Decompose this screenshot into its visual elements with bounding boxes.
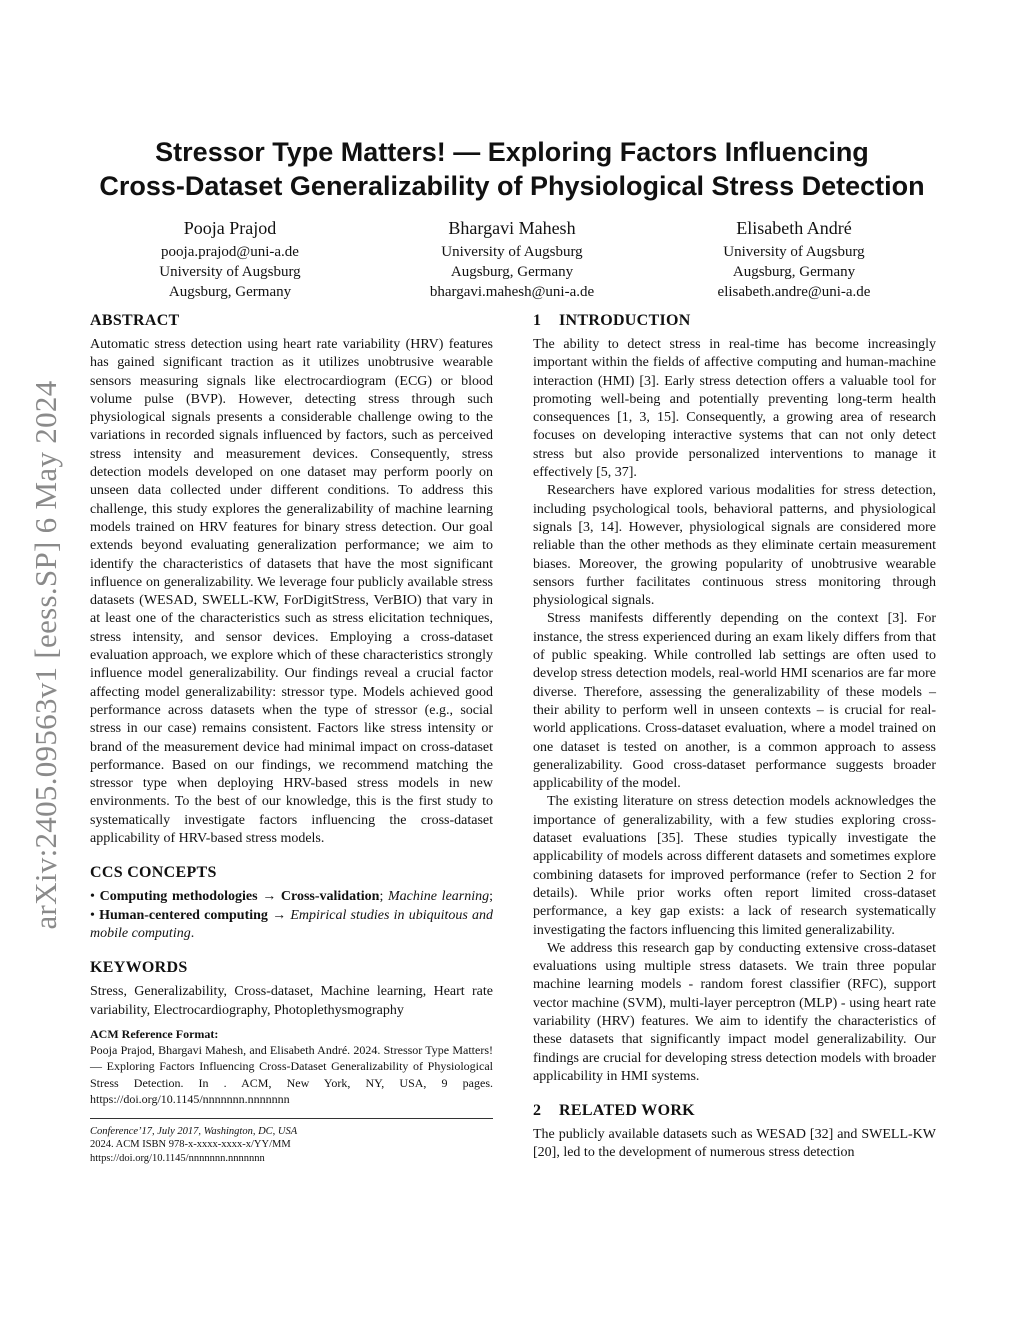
author-name: Pooja Prajod: [183, 218, 277, 238]
author-location: Augsburg, Germany: [732, 264, 856, 280]
author-location: Augsburg, Germany: [168, 284, 292, 300]
section-number: 1: [533, 312, 542, 329]
ccs-heading: CCS CONCEPTS: [90, 864, 217, 882]
section-title: INTRODUCTION: [559, 312, 691, 329]
author-name: Bhargavi Mahesh: [448, 218, 576, 238]
intro-paragraph-3: Stress manifests differently depending on the context [3]. For instance, the stress experienced during an exam likely differs from that of public speaking. While controlled lab settings are often used to develop stress detection models, real-world HMI scenarios are far more diverse. Therefore, assessing the generalizability of these models – their ability to perform well in unseen contexts – is crucial for real-world applications. Cross-dataset evaluation, where a model trained on one dataset is tested on another, is a common approach to assess generalizability. Good cross-dataset performance suggests broader applicability of the model.: [533, 611, 936, 792]
author-affiliation: University of Augsburg: [723, 244, 865, 260]
bullet: •: [90, 907, 100, 923]
footnote-divider: [90, 1118, 493, 1119]
introduction-heading: [533, 310, 936, 332]
keywords-heading: KEYWORDS: [90, 959, 188, 977]
ccs-item-cross-validation: Cross-validation: [280, 889, 380, 905]
related-work-heading: [533, 1100, 936, 1122]
footnote-conference: Conference’17, July 2017, Washington, DC, USA: [90, 1125, 298, 1137]
author-affiliation: University of Augsburg: [159, 264, 301, 280]
intro-paragraph-2: Researchers have explored various modalities for stress detection, including psychological tools, behavioral patterns, and physiological signals [3, 14]. However, physiological signals are considered more reliable than the other methods as they eliminate certain measurement biases. Moreover, the growing popularity of unobtrusive wearable sensors further facilitates continuous stress monitoring through physiological signals.: [533, 483, 936, 609]
arrow: →: [267, 907, 291, 923]
intro-paragraph-1: The ability to detect stress in real-time has become increasingly important within the fields of affective computing and human-machine interaction (HMI) [3]. Early stress detection offers a valuable tool for promoting well-being and potentially preventing long-term health consequences [1, 3, 15]. Consequently, a growing area of research focuses on developing interactive systems that can not only detect stress but also provide personalized interventions to manage it effectively [5, 37].: [533, 337, 936, 481]
right-column: [533, 310, 936, 1163]
separator: ;: [489, 889, 494, 905]
title-line-2: Cross-Dataset Generalizability of Physiological Stress Detection: [99, 171, 925, 201]
section-number: 2: [533, 1102, 542, 1120]
author-block: [90, 216, 934, 302]
author-location: Augsburg, Germany: [450, 264, 574, 280]
title-line-1: Stressor Type Matters! — Exploring Factors Influencing: [155, 137, 869, 167]
ccs-text: [90, 888, 493, 943]
author-2: [372, 216, 652, 302]
acm-reference-text: Pooja Prajod, Bhargavi Mahesh, and Elisabeth André. 2024. Stressor Type Matters! — Exploring Factors Influencing Cross-Dataset Generalizability of Physiological Stress Detection. In . ACM, New York, NY, USA, 9 pages. https://doi.org/10.1145/nnnnnnn.nnnnnnn: [90, 1042, 493, 1107]
ccs-item-empirical-studies: Empirical studies in ubiquitous and mobile computing: [90, 907, 494, 941]
author-1: [90, 216, 370, 302]
footnote: [90, 1125, 493, 1166]
author-3: [654, 216, 934, 302]
acm-reference-heading: ACM Reference Format:: [90, 1026, 219, 1041]
footnote-isbn: 2024. ACM ISBN 978-x-xxxx-xxxx-x/YY/MM: [90, 1139, 291, 1151]
author-email: pooja.prajod@uni-a.de: [161, 244, 299, 260]
arrow: →: [257, 889, 281, 905]
related-paragraph-1: The publicly available datasets such as WESAD [32] and SWELL-KW [20], led to the development of numerous stress detection: [533, 1127, 936, 1161]
period: .: [190, 925, 195, 941]
author-email: bhargavi.mahesh@uni-a.de: [429, 284, 595, 300]
arxiv-identifier-text: arXiv:2405.09563v1 [eess.SP] 6 May 2024: [28, 380, 63, 930]
author-name: Elisabeth André: [736, 218, 852, 238]
intro-paragraph-4: The existing literature on stress detection models acknowledges the importance of generalizability, with a few studies exploring cross-dataset evaluations [35]. These studies typically investigate the applicability of models across different datasets and sometimes explore combining datasets for improved performance (refer to Section 2 for details). While prior works often report limited cross-dataset performance, a key gap exists: a lack of research systematically investigating the factors influencing this limited generalizability.: [533, 794, 936, 938]
ccs-item-machine-learning: Machine learning: [388, 889, 490, 905]
author-email: elisabeth.andre@uni-a.de: [717, 284, 871, 300]
abstract-text: Automatic stress detection using heart rate variability (HRV) features has gained significant traction as it utilizes unobtrusive wearable sensors measuring signals like electrocardiogram (ECG) or blood volume pulse (BVP). However, detecting stress through such physiological signals presents a considerable challenge owing to the variations in recorded signals influenced by factors, such as perceived stress intensity and measurement devices. Consequently, stress detection models developed on one dataset may perform poorly on unseen data collected under different conditions. To address this challenge, this study explores the generalizability of machine learning models trained on HRV features for binary stress detection. Our goal extends beyond evaluating generalization performance; we aim to identify the characteristics of datasets that have the most significant influence on generalizability. We leverage four publicly available stress datasets (WESAD, SWELL-KW, ForDigitStress, VerBIO) that vary in at least one of the characteristics such as stress elicitation techniques, stress intensity, and sensor devices. Employing a cross-dataset evaluation approach, we explore which of these characteristics strongly influence model generalizability. Our findings reveal a crucial factor affecting model generalizability: stressor type. Models achieved good performance across datasets when the type of stressor (e.g., social stress in our case) remains consistent. Factors like stress intensity or brand of the measurement device had minimal impact on cross-dataset performance. Based on our findings, we recommend matching the stressor type when deploying HRV-based stress models in new environments. To the best of our knowledge, this is the first study to systematically investigate factors influencing the cross-dataset applicability of HRV-based stress models.: [90, 337, 493, 847]
footnote-doi: https://doi.org/10.1145/nnnnnnn.nnnnnnn: [90, 1152, 265, 1164]
ccs-item-human-centered-computing: Human-centered computing: [99, 907, 268, 923]
keywords-text: Stress, Generalizability, Cross-dataset, Machine learning, Heart rate variability, Electrocardiography, Photoplethysmography: [90, 984, 493, 1018]
intro-paragraph-5: We address this research gap by conducting extensive cross-dataset evaluations using multiple stress datasets. We train three popular machine learning models - random forest classifier (RFC), support vector machine (SVM), multi-layer perceptron (MLP) - using heart rate variability (HRV) features. We aim to identify the characteristics of these datasets that significantly impact model generalizability. Our findings are crucial for developing stress detection models with broader applicability in HMI systems.: [533, 940, 936, 1084]
paper-title: [60, 135, 964, 203]
left-column: [90, 310, 493, 1165]
bullet: •: [90, 889, 100, 905]
author-affiliation: University of Augsburg: [441, 244, 583, 260]
ccs-item-computing-methodologies: Computing methodologies: [99, 889, 258, 905]
separator: ;: [379, 889, 389, 905]
section-title: RELATED WORK: [559, 1102, 695, 1120]
abstract-heading: ABSTRACT: [90, 312, 180, 329]
